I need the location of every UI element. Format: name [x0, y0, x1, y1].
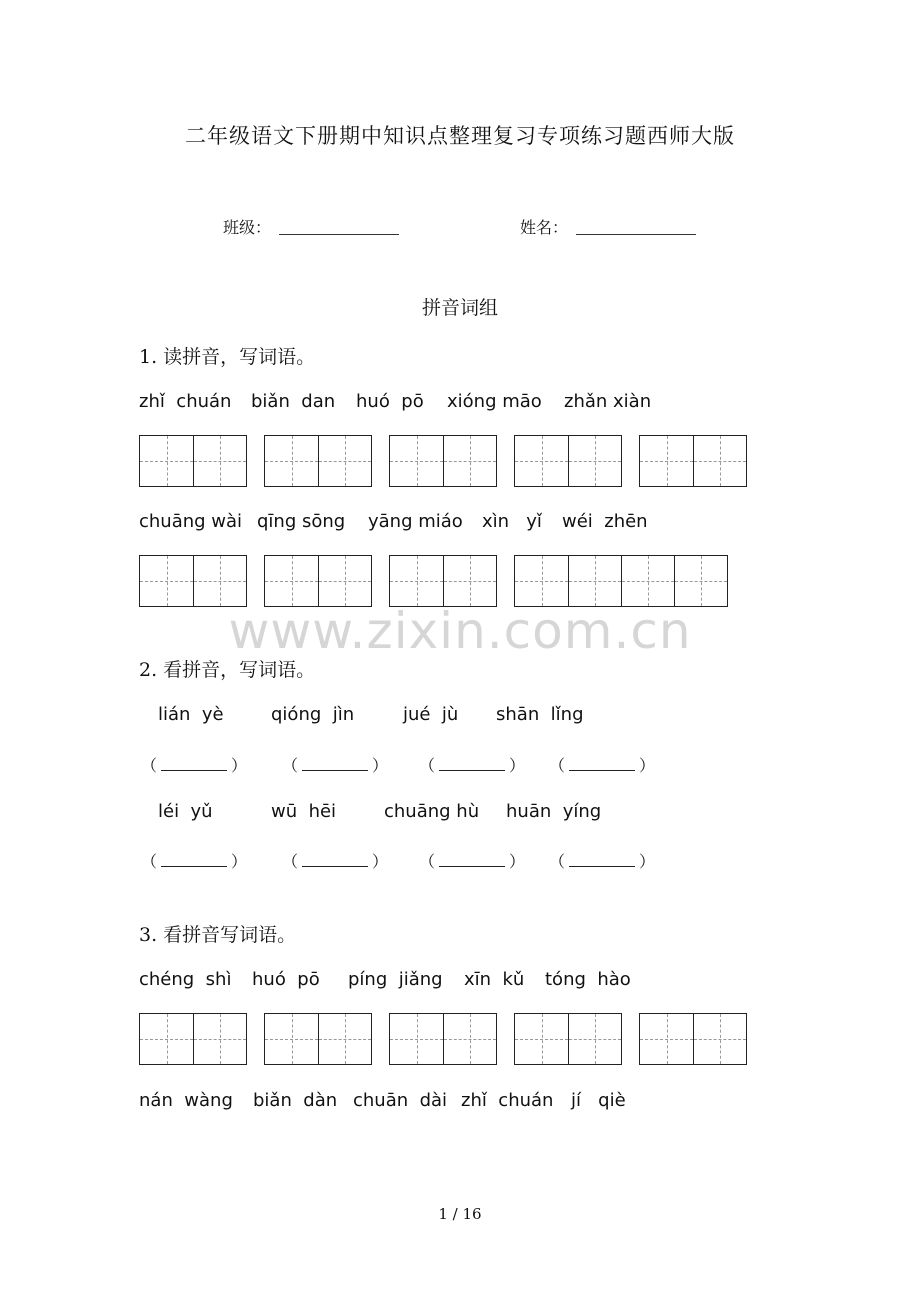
writing-grid[interactable] — [264, 555, 372, 607]
pinyin-item: huān yíng — [506, 801, 602, 822]
pinyin-item: zhǐ chuán — [139, 391, 232, 412]
pinyin-item: wū hēi — [271, 801, 337, 822]
document-title: 二年级语文下册期中知识点整理复习专项练习题西师大版 — [185, 124, 735, 148]
pinyin-item: biǎn dan — [251, 391, 336, 412]
pinyin-item: chuān dài — [353, 1090, 448, 1111]
pinyin-item: biǎn dàn — [253, 1090, 338, 1111]
writing-grid[interactable] — [514, 555, 728, 607]
pinyin-item: chéng shì — [139, 969, 232, 990]
pinyin-item: zhǐ chuán — [461, 1090, 554, 1111]
writing-grid[interactable] — [639, 1013, 747, 1065]
pinyin-item: jué jù — [403, 704, 459, 725]
q2-heading: 2. 看拼音，写词语。 — [139, 659, 316, 681]
answer-blank[interactable]: （ ） — [419, 756, 526, 775]
writing-grid[interactable] — [389, 555, 497, 607]
answer-blank[interactable]: （ ） — [141, 852, 248, 871]
pinyin-item: wéi zhēn — [562, 511, 648, 532]
answer-blank[interactable]: （ ） — [549, 756, 656, 775]
class-label: 班级： — [223, 218, 272, 237]
q1-heading: 1. 读拼音，写词语。 — [139, 346, 316, 368]
pinyin-item: xìn yǐ — [482, 511, 542, 532]
pinyin-item: huó pō — [252, 969, 320, 990]
class-blank — [279, 234, 399, 235]
writing-grid[interactable] — [264, 1013, 372, 1065]
name-blank — [576, 234, 696, 235]
answer-blank[interactable]: （ ） — [141, 756, 248, 775]
watermark: www.zixin.com.cn — [228, 602, 692, 660]
pinyin-item: qīng sōng — [257, 511, 346, 532]
pinyin-item: chuāng hù — [384, 801, 480, 822]
pinyin-item: huó pō — [356, 391, 424, 412]
name-label: 姓名： — [520, 218, 569, 237]
pinyin-item: tóng hào — [545, 969, 631, 990]
page-number: 1 / 16 — [438, 1205, 482, 1223]
pinyin-item: yāng miáo — [368, 511, 463, 532]
writing-grid[interactable] — [139, 435, 247, 487]
pinyin-item: shān lǐng — [496, 704, 584, 725]
q3-heading: 3. 看拼音写词语。 — [139, 924, 297, 946]
writing-grid[interactable] — [639, 435, 747, 487]
pinyin-item: xīn kǔ — [464, 969, 525, 990]
pinyin-item: nán wàng — [139, 1090, 233, 1111]
answer-blank[interactable]: （ ） — [419, 852, 526, 871]
pinyin-item: chuāng wài — [139, 511, 243, 532]
answer-blank[interactable]: （ ） — [282, 756, 389, 775]
pinyin-item: píng jiǎng — [348, 969, 443, 990]
writing-grid[interactable] — [514, 435, 622, 487]
writing-grid[interactable] — [139, 1013, 247, 1065]
writing-grid[interactable] — [389, 435, 497, 487]
pinyin-item: jí qiè — [571, 1090, 626, 1111]
answer-blank[interactable]: （ ） — [549, 852, 656, 871]
writing-grid[interactable] — [389, 1013, 497, 1065]
writing-grid[interactable] — [514, 1013, 622, 1065]
writing-grid[interactable] — [264, 435, 372, 487]
pinyin-item: qióng jìn — [271, 704, 355, 725]
pinyin-item: xióng māo — [447, 391, 542, 412]
section-title: 拼音词组 — [421, 297, 498, 319]
answer-blank[interactable]: （ ） — [282, 852, 389, 871]
pinyin-item: zhǎn xiàn — [564, 391, 652, 412]
writing-grid[interactable] — [139, 555, 247, 607]
pinyin-item: lián yè — [158, 704, 224, 725]
pinyin-item: léi yǔ — [158, 801, 213, 822]
